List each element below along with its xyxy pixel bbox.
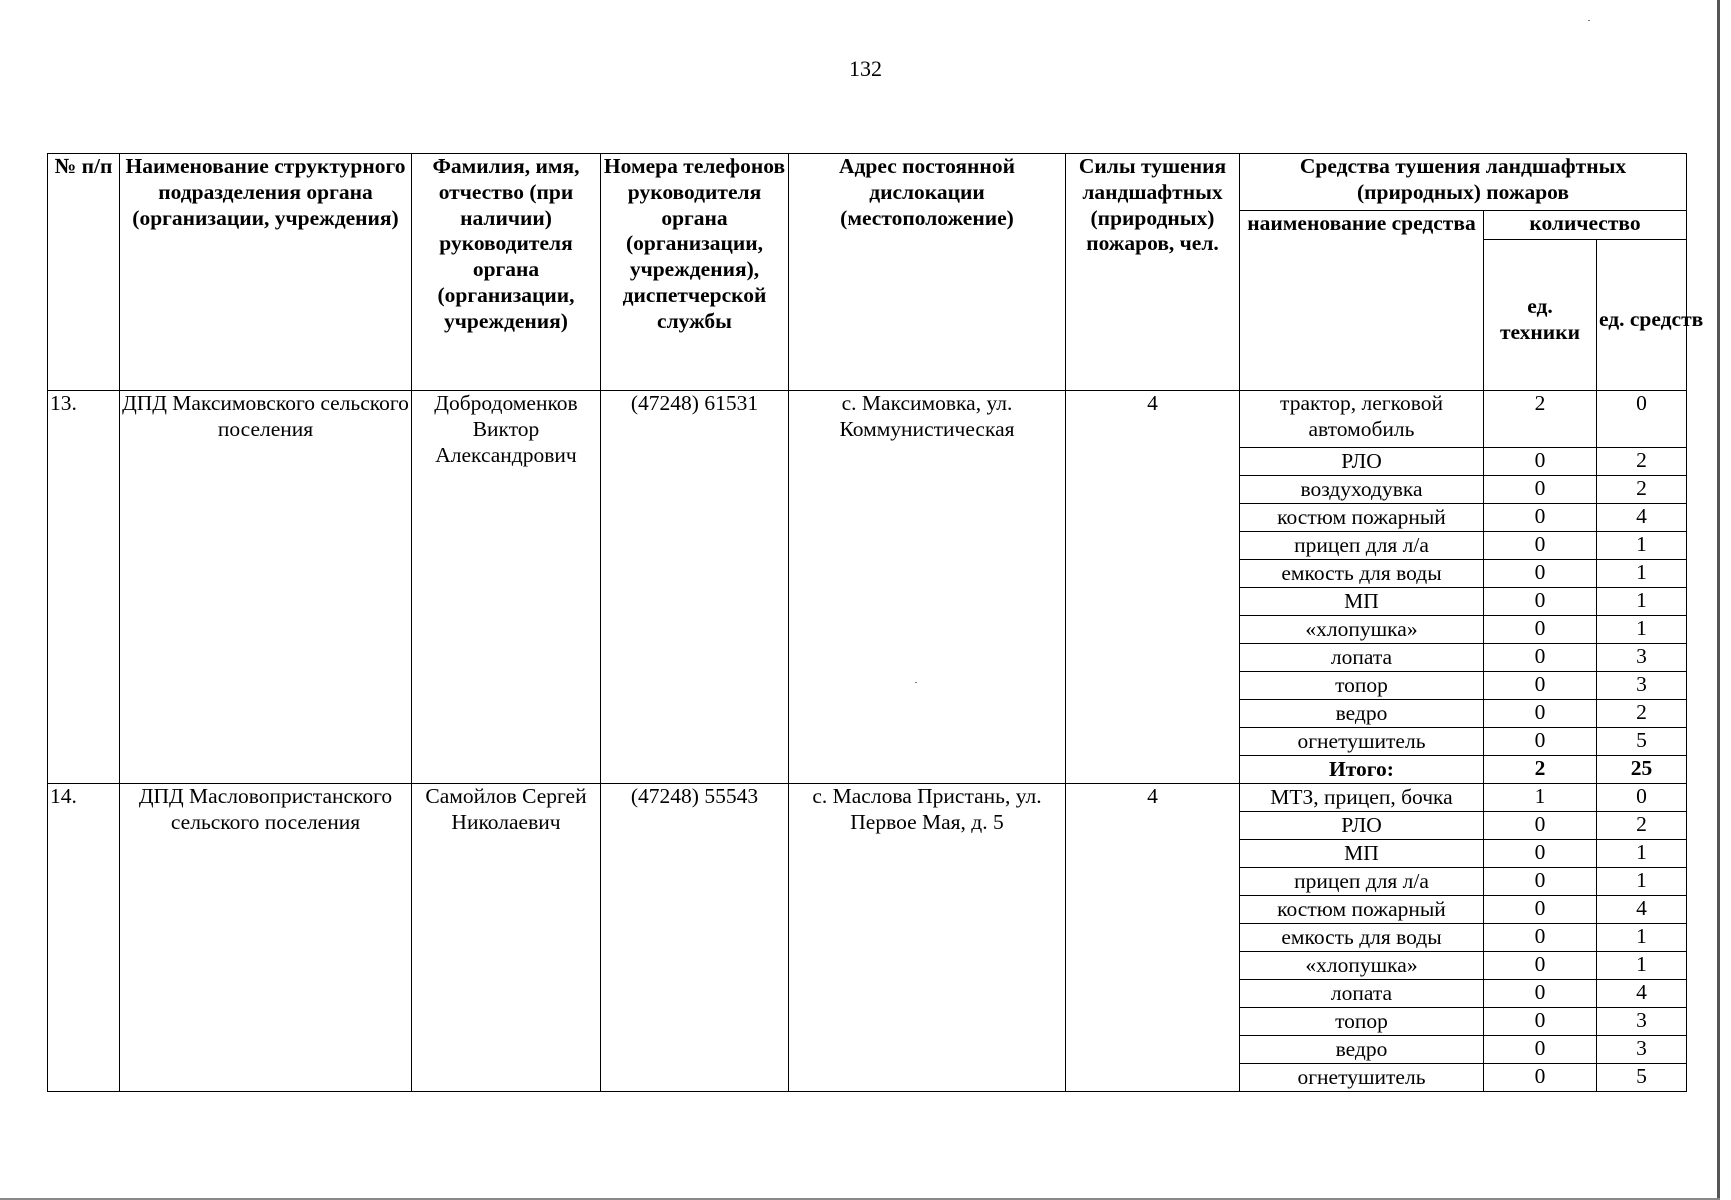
means-name: ведро [1240, 700, 1484, 728]
scan-edge-right [1717, 0, 1720, 1200]
qty-vehicles: 0 [1484, 924, 1597, 952]
means-name: РЛО [1240, 448, 1484, 476]
header-address: Адрес постоянной дислокации (местоположение) [789, 154, 1066, 391]
qty-items: 4 [1597, 980, 1687, 1008]
qty-vehicles: 0 [1484, 1008, 1597, 1036]
qty-vehicles: 1 [1484, 784, 1597, 812]
header-means: Средства тушения ландшафтных (природных) пожаров [1240, 154, 1687, 211]
qty-items: 2 [1597, 700, 1687, 728]
means-name: МП [1240, 588, 1484, 616]
means-name: МП [1240, 840, 1484, 868]
header-head: Фамилия, имя, отчество (при наличии) руководителя органа (организации, учреждения) [412, 154, 601, 391]
qty-vehicles: 0 [1484, 980, 1597, 1008]
means-name: прицеп для л/а [1240, 532, 1484, 560]
means-name: ведро [1240, 1036, 1484, 1064]
header-qty-means: ед. средств [1597, 240, 1687, 391]
qty-vehicles: 0 [1484, 812, 1597, 840]
means-name: лопата [1240, 644, 1484, 672]
total-vehicles: 2 [1484, 756, 1597, 784]
qty-items: 3 [1597, 672, 1687, 700]
qty-vehicles: 0 [1484, 616, 1597, 644]
means-name: емкость для воды [1240, 560, 1484, 588]
entry-phone: (47248) 61531 [601, 391, 789, 784]
qty-vehicles: 0 [1484, 476, 1597, 504]
qty-vehicles: 0 [1484, 448, 1597, 476]
means-name: лопата [1240, 980, 1484, 1008]
scan-speck [1588, 20, 1590, 21]
header-phones: Номера телефонов руководителя органа (организации, учреждения), диспетчерской службы [601, 154, 789, 391]
qty-vehicles: 0 [1484, 840, 1597, 868]
entry-head: Самойлов Сергей Николаевич [412, 784, 601, 1092]
means-name: МТЗ, прицеп, бочка [1240, 784, 1484, 812]
entry-address: с. Максимовка, ул. Коммунистическая [789, 391, 1066, 784]
entry-forces: 4 [1066, 391, 1240, 784]
qty-vehicles: 0 [1484, 868, 1597, 896]
qty-items: 1 [1597, 840, 1687, 868]
qty-items: 4 [1597, 504, 1687, 532]
means-name: «хлопушка» [1240, 616, 1484, 644]
means-name: огнетушитель [1240, 1064, 1484, 1092]
means-name: «хлопушка» [1240, 952, 1484, 980]
qty-items: 4 [1597, 896, 1687, 924]
qty-items: 3 [1597, 1036, 1687, 1064]
qty-items: 1 [1597, 560, 1687, 588]
entry-num: 13. [48, 391, 120, 784]
qty-items: 1 [1597, 952, 1687, 980]
qty-vehicles: 0 [1484, 588, 1597, 616]
qty-items: 2 [1597, 812, 1687, 840]
qty-vehicles: 0 [1484, 672, 1597, 700]
page-number: 132 [849, 56, 882, 81]
means-name: костюм пожарный [1240, 896, 1484, 924]
qty-vehicles: 0 [1484, 728, 1597, 756]
qty-vehicles: 0 [1484, 1064, 1597, 1092]
entry-phone: (47248) 55543 [601, 784, 789, 1092]
qty-vehicles: 0 [1484, 644, 1597, 672]
entry-num: 14. [48, 784, 120, 1092]
qty-items: 5 [1597, 1064, 1687, 1092]
means-name: емкость для воды [1240, 924, 1484, 952]
header-qty-vehicles: ед. техники [1484, 240, 1597, 391]
qty-vehicles: 0 [1484, 532, 1597, 560]
qty-items: 1 [1597, 532, 1687, 560]
header-means-name: наименование средства [1240, 211, 1484, 391]
entry-unit: ДПД Максимовского сельского поселения [120, 391, 412, 784]
qty-vehicles: 0 [1484, 1036, 1597, 1064]
header-num: № п/п [48, 154, 120, 391]
entry-address: с. Маслова Пристань, ул. Первое Мая, д. 5 [789, 784, 1066, 1092]
header-unit: Наименование структурного подразделения органа (организации, учреждения) [120, 154, 412, 391]
qty-items: 1 [1597, 588, 1687, 616]
qty-items: 5 [1597, 728, 1687, 756]
header-quantity: количество [1484, 211, 1687, 240]
means-name: РЛО [1240, 812, 1484, 840]
qty-items: 3 [1597, 1008, 1687, 1036]
qty-items: 3 [1597, 644, 1687, 672]
total-items: 25 [1597, 756, 1687, 784]
header-forces: Силы тушения ландшафтных (природных) пожаров, чел. [1066, 154, 1240, 391]
qty-vehicles: 2 [1484, 391, 1597, 448]
fire-means-table [47, 153, 1704, 1092]
qty-vehicles: 0 [1484, 504, 1597, 532]
qty-vehicles: 0 [1484, 896, 1597, 924]
means-name: воздуходувка [1240, 476, 1484, 504]
qty-items: 1 [1597, 868, 1687, 896]
means-name: прицеп для л/а [1240, 868, 1484, 896]
qty-items: 2 [1597, 476, 1687, 504]
qty-items: 0 [1597, 784, 1687, 812]
means-name: трактор, легковой автомобиль [1240, 391, 1484, 448]
means-name: топор [1240, 672, 1484, 700]
means-name: топор [1240, 1008, 1484, 1036]
qty-vehicles: 0 [1484, 560, 1597, 588]
entry-unit: ДПД Масловопристанского сельского поселения [120, 784, 412, 1092]
qty-vehicles: 0 [1484, 952, 1597, 980]
entry-head: Добродоменков Виктор Александрович [412, 391, 601, 784]
qty-items: 1 [1597, 924, 1687, 952]
total-label: Итого: [1240, 756, 1484, 784]
qty-vehicles: 0 [1484, 700, 1597, 728]
qty-items: 2 [1597, 448, 1687, 476]
qty-items: 0 [1597, 391, 1687, 448]
means-name: костюм пожарный [1240, 504, 1484, 532]
entry-forces: 4 [1066, 784, 1240, 1092]
means-name: огнетушитель [1240, 728, 1484, 756]
qty-items: 1 [1597, 616, 1687, 644]
